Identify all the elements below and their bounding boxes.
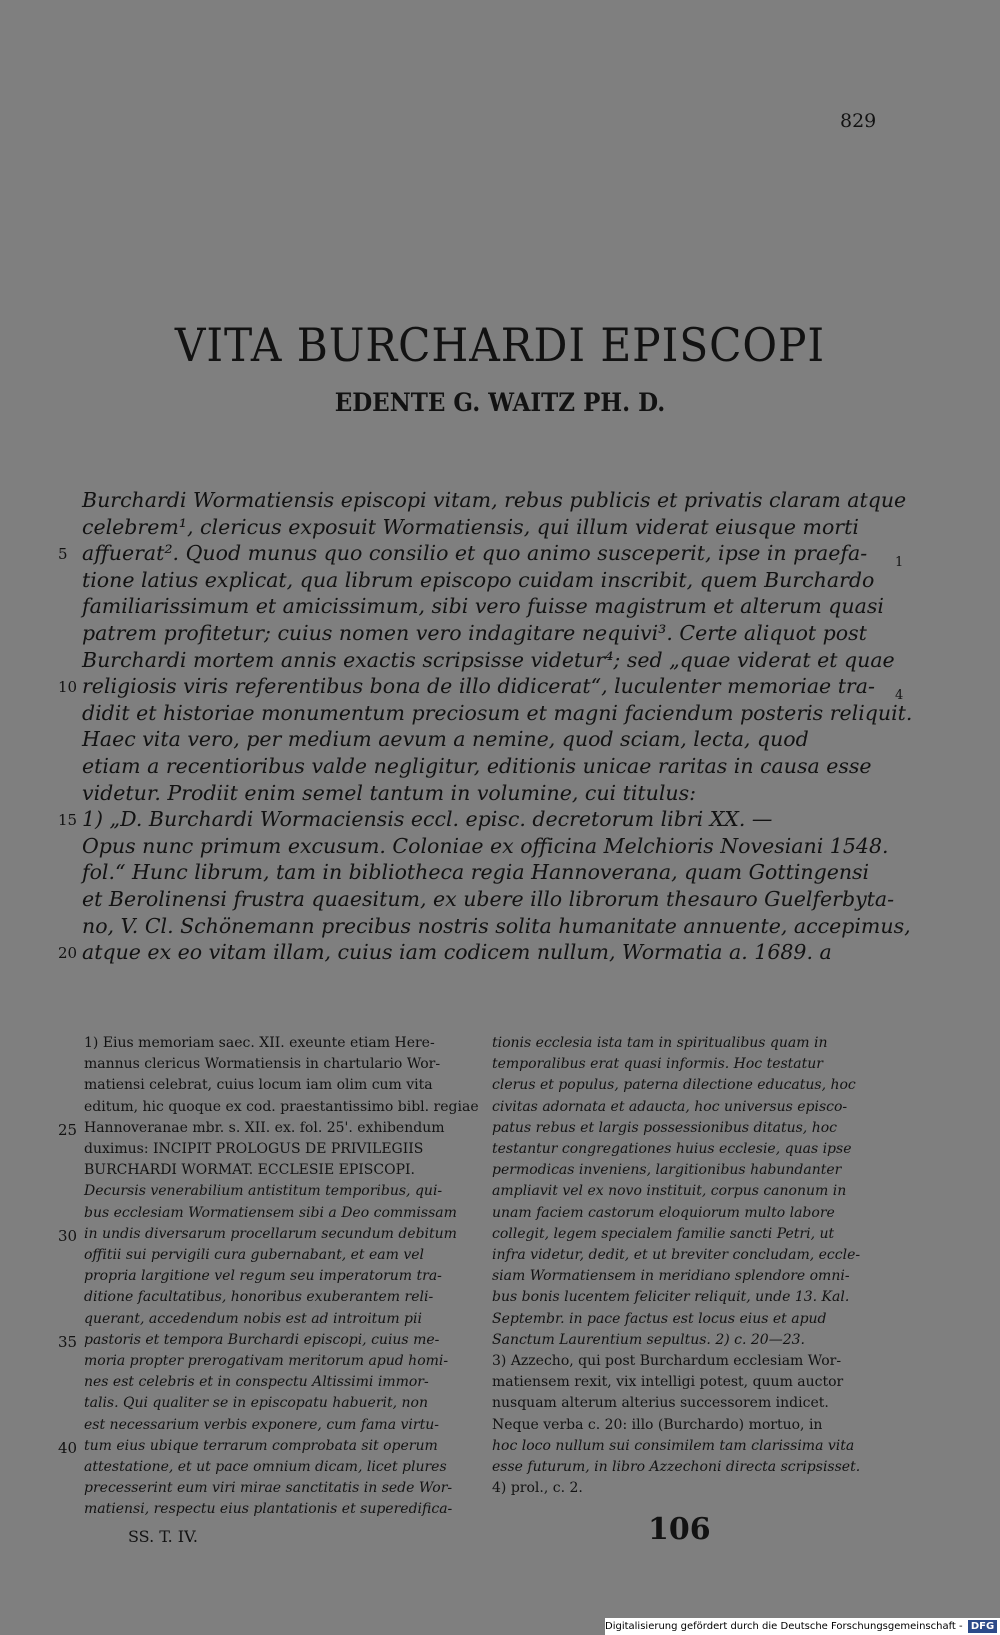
line-number: 15 <box>58 811 78 830</box>
text-line: tione latius explicat, qua librum episcopo cuidam inscribit, quem Burchardo <box>82 567 875 592</box>
footnote-line: mannus clericus Wormatiensis in chartulario Wor- <box>84 1056 441 1073</box>
margin-note-number: 1 <box>895 555 904 571</box>
footnote-line: matiensi celebrat, cuius locum iam olim cum vita <box>84 1077 433 1094</box>
footnote-line: querant, accedendum nobis est ad introitum pii <box>84 1310 422 1327</box>
footnote-line: collegit, legem specialem familie sancti Petri, ut <box>492 1225 835 1242</box>
text-line: fol.“ Hunc librum, tam in bibliotheca regia Hannoverana, quam Gottingensi <box>82 860 870 885</box>
footnote-line: unam faciem castorum eloquiorum multo labore <box>492 1204 835 1221</box>
text-line: didit et historiae monumentum preciosum et magni faciendum posteris reliquit. <box>82 700 913 725</box>
text-line: affuerat². Quod munus quo consilio et quo animo susceperit, ipse in praefa- <box>82 541 868 566</box>
footnote-line: clerus et populus, paterna dilectione educatus, hoc <box>492 1077 856 1094</box>
text-line: 1) „D. Burchardi Wormaciensis eccl. episc. decretorum libri XX. — <box>82 807 773 832</box>
text-line: etiam a recentioribus valde negligitur, editionis unicae raritas in causa esse <box>82 754 872 778</box>
page-subtitle: EDENTE G. WAITZ PH. D. <box>334 388 666 417</box>
leaf-number: 106 <box>648 1512 711 1547</box>
footnote-line: esse futurum, in libro Azzechoni directa scripsisset. <box>492 1459 861 1475</box>
line-number: 25 <box>58 1120 78 1139</box>
line-number: 5 <box>58 545 68 564</box>
text-line: no, V. Cl. Schönemann precibus nostris solita humanitate annuente, accepimus, <box>82 913 911 938</box>
footnote-line: siam Wormatiensem in meridiano splendore omni- <box>492 1268 850 1285</box>
footnote-line: Neque verba c. 20: illo (Burchardo) mortuo, in <box>492 1416 823 1433</box>
footnote-line: editum, hic quoque ex cod. praestantissimo bibl. regiae <box>84 1098 479 1115</box>
footnote-line: Septembr. in pace factus est locus eius et apud <box>492 1310 827 1327</box>
footnote-line: nes est celebris et in conspectu Altissimi immor- <box>84 1374 429 1391</box>
line-number: 30 <box>58 1226 78 1245</box>
line-number: 10 <box>58 678 78 697</box>
text-line: familiarissimum et amicissimum, sibi vero fuisse magistrum et alterum quasi <box>82 594 884 619</box>
footnote-line: ampliavit vel ex novo instituit, corpus canonum in <box>492 1183 847 1200</box>
footnote-line: pastoris et tempora Burchardi episcopi, cuius me- <box>84 1331 440 1348</box>
dfg-logo-icon: DFG <box>968 1620 997 1633</box>
footnote-line: testantur congregationes huius ecclesie, quas ipse <box>492 1141 852 1157</box>
text-line: patrem profitetur; cuius nomen vero indagitare nequivi³. Certe aliquot post <box>82 621 867 645</box>
footnote-line: ditione facultatibus, honoribus exuberantem reli- <box>84 1289 434 1306</box>
text-line: religiosis viris referentibus bona de illo didicerat“, luculenter memoriae tra- <box>82 674 875 699</box>
footnote-line: moria propter prerogativam meritorum apud homi- <box>84 1353 449 1369</box>
footnote-line: Sanctum Laurentium sepultus. 2) c. 20—23. <box>492 1331 805 1348</box>
footnote-line: Decursis venerabilium antistitum temporibus, qui- <box>84 1183 443 1200</box>
footnote-line: temporalibus erat quasi informis. Hoc testatur <box>492 1056 823 1073</box>
footnote-line: 1) Eius memoriam saec. XII. exeunte etiam Here- <box>84 1035 435 1051</box>
footnote-line: hoc loco nullum sui consimilem tam clarissima vita <box>492 1437 855 1454</box>
footnote-line: propria largitione vel regum seu imperatorum tra- <box>84 1268 442 1285</box>
funding-banner <box>605 1618 1000 1635</box>
footnote-line: permodicas inveniens, largitionibus habundanter <box>492 1162 842 1179</box>
footnote-line: attestatione, et ut pace omnium dicam, licet plures <box>84 1459 447 1475</box>
signature-mark: SS. T. IV. <box>128 1527 198 1546</box>
footnote-line: bus ecclesiam Wormatiensem sibi a Deo commissam <box>84 1204 457 1221</box>
footnote-line: 4) prol., c. 2. <box>492 1480 583 1497</box>
text-line: Haec vita vero, per medium aevum a nemine, quod sciam, lecta, quod <box>82 727 809 752</box>
footnote-line: matiensi, respectu eius plantationis et superedifica- <box>84 1501 453 1518</box>
page-title: VITA BURCHARDI EPISCOPI <box>174 318 826 372</box>
footnote-line: 3) Azzecho, qui post Burchardum ecclesiam Wor- <box>492 1353 842 1369</box>
text-line: et Berolinensi frustra quaesitum, ex ubere illo librorum thesauro Guelferbyta- <box>82 887 895 911</box>
footnote-line: offitii sui pervigili cura gubernabant, et eam vel <box>84 1247 425 1263</box>
line-number: 35 <box>58 1332 78 1351</box>
margin-note-number: 4 <box>895 688 904 704</box>
text-line: atque ex eo vitam illam, cuius iam codicem nullum, Wormatia a. 1689. a <box>82 940 832 965</box>
text-line: videtur. Prodiit enim semel tantum in volumine, cui titulus: <box>82 780 697 805</box>
footnote-line: precesserint eum viri mirae sanctitatis in sede Wor- <box>84 1480 453 1497</box>
footnote-line: duximus: INCIPIT PROLOGUS DE PRIVILEGIIS <box>84 1141 424 1157</box>
text-line: Opus nunc primum excusum. Coloniae ex officina Melchioris Novesiani 1548. <box>82 833 889 858</box>
footnote-line: BURCHARDI WORMAT. ECCLESIE EPISCOPI. <box>84 1162 415 1179</box>
footnote-line: in undis diversarum procellarum secundum debitum <box>84 1225 457 1242</box>
footnote-line: civitas adornata et adaucta, hoc universus episco- <box>492 1098 848 1115</box>
footnote-line: nusquam alterum alterius successorem indicet. <box>492 1395 829 1412</box>
footnote-line: tionis ecclesia ista tam in spiritualibus quam in <box>492 1035 828 1051</box>
footnote-line: est necessarium verbis exponere, cum fama virtu- <box>84 1416 439 1433</box>
footnote-line: bus bonis lucentem feliciter reliquit, unde 13. Kal. <box>492 1289 850 1306</box>
footnote-line: infra videtur, dedit, et ut breviter concludam, eccle- <box>492 1247 861 1263</box>
line-number: 40 <box>58 1438 78 1457</box>
line-number: 20 <box>58 944 78 963</box>
text-line: celebrem¹, clericus exposuit Wormatiensis, qui illum viderat eiusque morti <box>82 514 859 539</box>
funding-banner-text: Digitalisierung gefördert durch die Deutsche Forschungsgemeinschaft - <box>605 1621 963 1632</box>
page-number: 829 <box>840 110 877 132</box>
footnote-line: patus rebus et largis possessionibus ditatus, hoc <box>492 1119 837 1136</box>
footnote-line: talis. Qui qualiter se in episcopatu habuerit, non <box>84 1395 428 1412</box>
text-line: Burchardi mortem annis exactis scripsisse videtur⁴; sed „quae viderat et quae <box>82 647 895 672</box>
text-line: Burchardi Wormatiensis episcopi vitam, rebus publicis et privatis claram atque <box>82 488 907 512</box>
footnote-line: Hannoveranae mbr. s. XII. ex. fol. 25'. exhibendum <box>84 1119 445 1136</box>
footnote-line: matiensem rexit, vix intelligi potest, quum auctor <box>492 1374 844 1391</box>
footnote-line: tum eius ubique terrarum comprobata sit operum <box>84 1437 438 1454</box>
